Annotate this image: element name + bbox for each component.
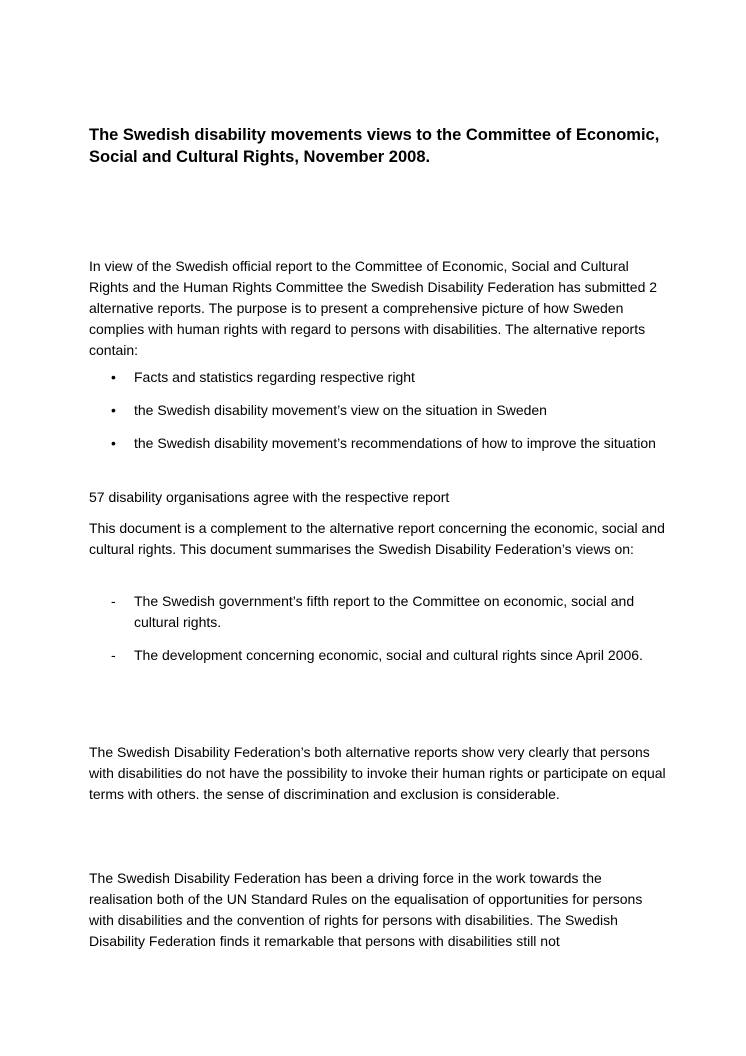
list-item: [89, 367, 669, 388]
list-item-text: the Swedish disability movement’s view on the situation in Sweden: [134, 402, 547, 418]
bullet-icon: •: [111, 435, 116, 451]
dash-icon: -: [111, 647, 116, 663]
list-item: [89, 645, 669, 666]
conclusion-paragraph: The Swedish Disability Federation’s both alternative reports show very clearly that persons with disabilities do not have the possibility to invoke their human rights or participate on equal terms with others. the sense of discrimination and exclusion is considerable.: [89, 744, 666, 802]
list-item: [89, 433, 669, 454]
list-item-text: Facts and statistics regarding respective right: [134, 369, 415, 385]
list-item: [89, 591, 669, 633]
list-item-text: The Swedish government’s fifth report to the Committee on economic, social and cultural rights.: [134, 593, 635, 630]
driving-force-paragraph: The Swedish Disability Federation has been a driving force in the work towards the realisation both of the UN Standard Rules on the equalisation of opportunities for persons with disabilities and the convention of rights for persons with disabilities. The Swedish Disability Federation finds it remarkable that persons with disabilities still not: [89, 870, 643, 949]
intro-paragraph: In view of the Swedish official report to the Committee of Economic, Social and Cultural Rights and the Human Rights Committee the Swedish Disability Federation has submitted 2 alternative reports. The purpose is to present a comprehensive picture of how Sweden complies with human rights with regard to persons with disabilities. The alternative reports contain:: [89, 258, 658, 358]
agreement-paragraph: 57 disability organisations agree with the respective report: [89, 489, 450, 505]
bullet-icon: •: [111, 402, 116, 418]
document-title: The Swedish disability movements views to the Committee of Economic, Social and Cultural Rights, November 2008.: [89, 126, 660, 166]
contents-list: [89, 367, 669, 454]
list-item-text: The development concerning economic, social and cultural rights since April 2006.: [134, 647, 643, 663]
list-item-text: the Swedish disability movement’s recommendations of how to improve the situation: [134, 435, 656, 451]
views-list: [89, 591, 669, 666]
complement-paragraph: This document is a complement to the alternative report concerning the economic, social and cultural rights. This document summarises the Swedish Disability Federation’s views on:: [89, 520, 665, 557]
dash-icon: -: [111, 593, 116, 609]
list-item: [89, 400, 669, 421]
bullet-icon: •: [111, 369, 116, 385]
